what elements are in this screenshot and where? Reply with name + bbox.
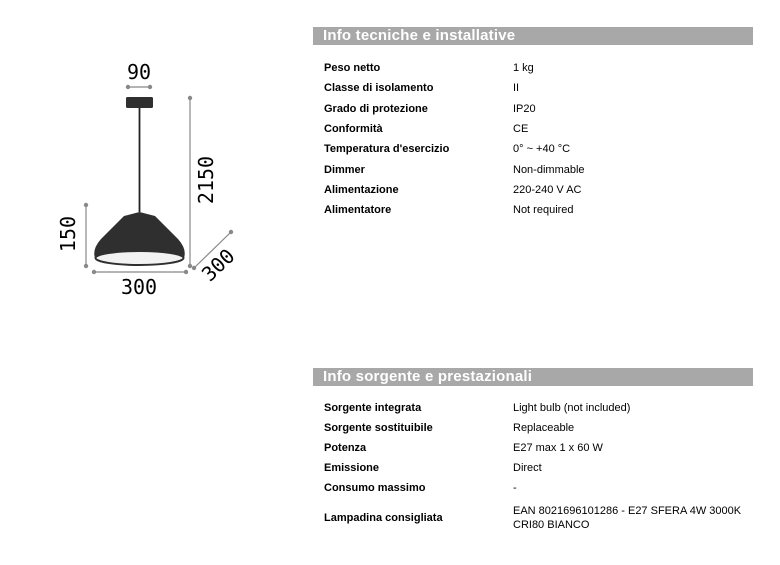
spec-label: Emissione (324, 462, 380, 474)
spec-value: CE (513, 123, 529, 136)
spec-label: Alimentatore (324, 204, 392, 217)
spec-row (313, 478, 753, 498)
spec-row (313, 139, 753, 159)
dim-depth-label: 300 (196, 243, 240, 287)
spec-value: Not required (513, 204, 574, 217)
dim-width-bottom-label: 300 (120, 275, 158, 299)
dim-height-shade-label: 150 (56, 215, 80, 253)
canopy (126, 97, 153, 108)
spec-label: Lampadina consigliata (324, 512, 443, 524)
spec-label: Conformità (324, 123, 383, 136)
spec-value: 0° ~ +40 °C (513, 143, 571, 156)
spec-row (313, 78, 753, 98)
spec-row (313, 200, 753, 220)
spec-value: Replaceable (513, 422, 575, 434)
spec-label: Dimmer (324, 163, 365, 176)
spec-value: Light bulb (not included) (513, 402, 631, 414)
spec-row (313, 458, 753, 478)
spec-row (313, 119, 753, 139)
dim-height-total-label: 2150 (194, 155, 218, 205)
spec-row (313, 58, 753, 78)
spec-label: Temperatura d'esercizio (324, 143, 450, 156)
spec-value: 1 kg (513, 62, 534, 75)
tech-info-section (313, 27, 753, 220)
spec-value: E27 max 1 x 60 W (513, 442, 603, 454)
source-info-section (313, 368, 753, 535)
source-info-header: Info sorgente e prestazionali (313, 368, 753, 386)
lamp-dimension-drawing (40, 50, 270, 310)
spec-row (313, 159, 753, 179)
spec-value: 220-240 V AC (513, 183, 582, 196)
spec-label: Consumo massimo (324, 482, 426, 494)
spec-value: II (513, 82, 520, 95)
tech-info-table (313, 58, 753, 220)
shade-opening (96, 251, 184, 265)
tech-info-header: Info tecniche e installative (313, 27, 753, 45)
spec-row (313, 501, 753, 535)
spec-label: Alimentazione (324, 183, 399, 196)
spec-label: Sorgente integrata (324, 402, 422, 414)
spec-row (313, 180, 753, 200)
spec-label: Sorgente sostituibile (324, 422, 433, 434)
spec-value: Direct (513, 462, 542, 474)
spec-value: - (513, 482, 517, 494)
spec-row (313, 398, 753, 418)
spec-row (313, 418, 753, 438)
spec-value: IP20 (513, 102, 536, 115)
spec-label: Peso netto (324, 62, 381, 75)
spec-label: Grado di protezione (324, 102, 428, 115)
spec-value: EAN 8021696101286 - E27 SFERA 4W 3000K CRI80 BIANCO (513, 505, 742, 531)
spec-label: Classe di isolamento (324, 82, 434, 95)
spec-row (313, 99, 753, 119)
spec-row (313, 438, 753, 458)
source-info-table (313, 398, 753, 535)
spec-value: Non-dimmable (513, 163, 585, 176)
dim-width-top-label: 90 (126, 60, 152, 84)
spec-label: Potenza (324, 442, 367, 454)
